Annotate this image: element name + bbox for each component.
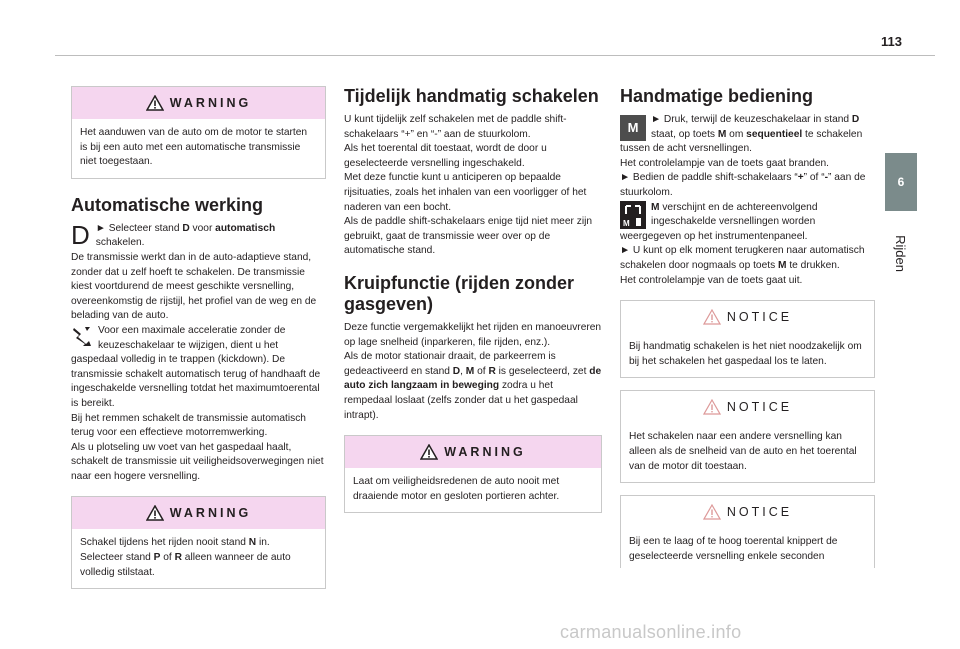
notice-title: NOTICE bbox=[726, 309, 793, 324]
para-toerental: Als het toerental dit toestaat, wordt de door u geselecteerde versnelling ingeschakeld. bbox=[344, 143, 547, 169]
chapter-label-text: Rijden bbox=[892, 234, 908, 272]
kickdown-icon bbox=[71, 324, 93, 348]
warning-box-2 bbox=[71, 496, 326, 589]
text: D bbox=[851, 114, 860, 125]
text: schakelen. bbox=[95, 237, 145, 249]
notice-icon bbox=[703, 399, 721, 415]
text: voor bbox=[189, 222, 216, 234]
text: de auto zich langzaam in beweging bbox=[344, 365, 602, 392]
page-number: 113 bbox=[881, 34, 902, 49]
notice-box-3 bbox=[620, 495, 875, 568]
para-paddle: U kunt tijdelijk zelf schakelen met de paddle shift-schakelaars “+” en “-” aan de stuurkolom. bbox=[344, 114, 567, 140]
text: ► Druk, terwijl de keuzeschakelaar in stand bbox=[651, 114, 852, 125]
text: automatisch bbox=[215, 222, 276, 234]
notice-text: Bij handmatig schakelen is het niet noodzakelijk om bij het schakelen het gaspedaal los te laten. bbox=[629, 341, 862, 367]
para-terug-automatisch: Als de paddle shift-schakelaars enige tijd niet meer zijn gebruikt, gaat de transmissie weer over op de automatische stand. bbox=[344, 216, 593, 257]
text: M bbox=[778, 259, 787, 271]
text: R bbox=[488, 365, 496, 377]
heading-automatische-werking: Automatische werking bbox=[71, 194, 264, 215]
notice-header bbox=[621, 496, 874, 528]
para-kruip-detail bbox=[344, 350, 602, 423]
text: alleen wanneer de auto volledig stilstaat. bbox=[80, 552, 291, 578]
warning-box-3 bbox=[344, 435, 602, 513]
text: M bbox=[651, 201, 660, 213]
warning-icon bbox=[146, 505, 164, 521]
text: ► Bedien de paddle shift-schakelaars “ bbox=[620, 172, 798, 184]
para-lampje: Het controlelampje van de toets gaat branden. bbox=[620, 157, 829, 169]
text: te drukken. bbox=[786, 259, 840, 271]
para-paddles bbox=[620, 171, 875, 200]
text: - bbox=[824, 172, 829, 184]
text: ” of “ bbox=[803, 172, 825, 184]
text: N bbox=[248, 537, 257, 549]
text: ” aan de stuurkolom. bbox=[620, 172, 866, 198]
para-kruip-intro: Deze functie vergemakkelijkt het rijden en manoeuvreren op lage snelheid (inparkeren, file rijden, enz.). bbox=[344, 321, 602, 348]
text: D bbox=[182, 222, 190, 234]
text: R bbox=[174, 552, 182, 564]
text: verschijnt en de achtereenvolgend ingeschakelde versnellingen worden weergegeven op het instrumentenpaneel. bbox=[620, 201, 818, 242]
svg-text:M: M bbox=[623, 218, 630, 228]
text: Schakel tijdens het rijden nooit stand bbox=[80, 537, 249, 549]
text: + bbox=[797, 172, 804, 184]
para-kickdown bbox=[71, 324, 326, 412]
para-anticiperen: Met deze functie kunt u anticiperen op bepaalde rijsituaties, zoals het inhalen van een voorligger of het naderen van een bocht. bbox=[344, 172, 587, 213]
para-druk-m bbox=[620, 113, 875, 157]
warning-text: Laat om veiligheidsredenen de auto nooit met draaiende motor en gesloten portieren achter. bbox=[353, 476, 560, 502]
warning-text: Het aanduwen van de auto om de motor te starten is bij een auto met een automatische transmissie niet toegestaan. bbox=[80, 127, 308, 168]
text: staat, op toets bbox=[651, 128, 718, 140]
notice-icon bbox=[703, 504, 721, 520]
column-2 bbox=[344, 86, 602, 513]
heading-kruipfunctie: Kruipfunctie (rijden zonder gasgeven) bbox=[344, 272, 575, 314]
para-m-verschijnt bbox=[620, 201, 875, 245]
notice-box-2 bbox=[620, 390, 875, 483]
text: te schakelen tussen de acht versnellingen. bbox=[620, 128, 863, 155]
para-terugkeren bbox=[620, 244, 875, 273]
warning-header bbox=[72, 497, 325, 529]
watermark: carmanualsonline.info bbox=[560, 622, 742, 642]
para-lampje-uit: Het controlelampje van de toets gaat uit. bbox=[620, 274, 803, 286]
text: ► U kunt op elk moment terugkeren naar automatisch schakelen door nogmaals op toets bbox=[620, 245, 865, 271]
text: M bbox=[717, 128, 727, 140]
text: of bbox=[160, 552, 175, 564]
gear-display-icon bbox=[620, 201, 646, 229]
notice-title: NOTICE bbox=[726, 504, 793, 519]
text: sequentieel bbox=[746, 128, 803, 140]
heading-handmatige: Handmatige bediening bbox=[620, 86, 814, 106]
text: is geselecteerd, zet bbox=[495, 365, 590, 377]
para-lift-off: Als u plotseling uw voet van het gaspedaal haalt, schakelt de transmissie uit veiligheidsoverwegingen niet naar een hogere versnelling. bbox=[71, 441, 324, 482]
text: M bbox=[465, 365, 475, 377]
text: of bbox=[474, 365, 489, 377]
warning-title: WARNING bbox=[444, 444, 526, 459]
text: D bbox=[452, 365, 461, 377]
text: , bbox=[460, 365, 466, 377]
warning-icon bbox=[420, 444, 438, 460]
text: Selecteer stand bbox=[80, 552, 154, 564]
warning-title: WARNING bbox=[169, 506, 252, 521]
warning-header bbox=[72, 87, 325, 119]
text: Voor een maximale acceleratie zonder de keuzeschakelaar te wijzigen, dient u het gaspedaal volledig in te trappen (kickdown). De transmissie schakelt automatisch terug of handhaaft de ingeschakelde versnelling totdat het maximumtoerental is bereikt. bbox=[71, 324, 321, 409]
warning-icon bbox=[146, 95, 164, 111]
m-button-icon: M bbox=[620, 115, 646, 141]
heading-tijdelijk: Tijdelijk handmatig schakelen bbox=[344, 86, 599, 106]
d-position-icon: D bbox=[71, 219, 90, 250]
notice-title: NOTICE bbox=[726, 400, 793, 415]
notice-header bbox=[621, 301, 874, 333]
warning-title: WARNING bbox=[169, 95, 252, 110]
text: Als de motor stationair draait, de parkeerrem is gedeactiveerd en stand bbox=[344, 351, 556, 377]
notice-icon bbox=[703, 309, 721, 325]
text: ► Selecteer stand bbox=[95, 222, 183, 234]
text: in. bbox=[256, 537, 270, 549]
para-adaptive: De transmissie werkt dan in de auto-adaptieve stand, zonder dat u zelf hoeft te schakelen. De transmissie kiest voortdurend de meest geschikte versnelling, overeenkomstig de rijstijl, het profiel van de weg en de belading van de auto. bbox=[71, 251, 317, 322]
text: zodra u het rempedaal loslaat (zelfs zonder dat u het gaspedaal intrapt). bbox=[344, 380, 578, 421]
warning-text bbox=[72, 529, 325, 588]
column-1 bbox=[71, 86, 326, 589]
chapter-tab[interactable]: 6 bbox=[885, 153, 917, 211]
notice-box-1 bbox=[620, 300, 875, 378]
para-braking: Bij het remmen schakelt de transmissie automatisch terug voor een effectieve motorremwerking. bbox=[71, 412, 306, 439]
text: om bbox=[726, 128, 747, 140]
notice-text: Het schakelen naar een andere versnelling kan alleen als de snelheid van de auto en het toerental van de motor dit toestaan. bbox=[629, 431, 857, 472]
chapter-label bbox=[880, 228, 920, 278]
column-3 bbox=[620, 86, 875, 568]
notice-header bbox=[621, 391, 874, 423]
notice-text: Bij een te laag of te hoog toerental knippert de geselecteerde versnelling enkele seconden bbox=[629, 536, 838, 562]
header-rule bbox=[55, 55, 935, 56]
warning-box-1 bbox=[71, 86, 326, 179]
text: P bbox=[153, 552, 161, 564]
para-select-d bbox=[71, 219, 326, 251]
warning-header bbox=[345, 436, 601, 468]
